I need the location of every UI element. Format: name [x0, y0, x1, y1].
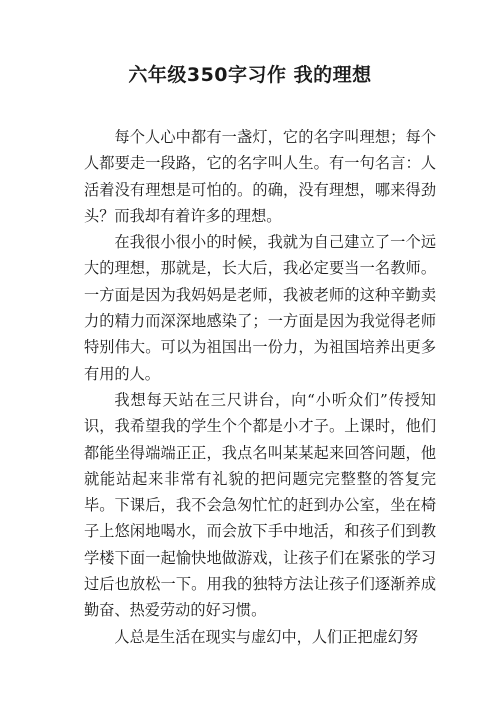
paragraph: 人总是生活在现实与虚幻中，人们正把虚幻努 [114, 627, 419, 646]
paragraph: 每个人心中都有一盏灯，它的名字叫理想；每个人都要走一段路，它的名字叫人生。有一句名言：人活着没有理想是可怕的。的确，没有理想，哪来得劲头？而我却有着许多的理想。 [84, 128, 436, 225]
document-body [84, 124, 436, 650]
paragraph: 在我很小很小的时候，我就为自己建立了一个远大的理想，那就是，长大后，我必定要当一名教师。一方面是因为我妈妈是老师，我被老师的这种辛勤卖力的精力而深深地感染了；一方面是因为我觉得老师特别伟大。可以为祖国出一份力，为祖国培养出更多有用的人。 [84, 233, 436, 383]
document-title: 六年级350字习作 我的理想 [128, 64, 372, 86]
paragraph: 我想每天站在三尺讲台，向“小听众们”传授知识，我希望我的学生个个都是小才子。上课时，他们都能坐得端端正正，我点名叫某某起来回答问题，他就能站起来非常有礼貌的把问题完完整整的答复完毕。下课后，我不会急匆忙忙的赶到办公室，坐在椅子上悠闲地喝水，而会放下手中地活，和孩子们到教学楼下面一起愉快地做游戏，让孩子们在紧张的学习过后也放松一下。用我的独特方法让孩子们逐渐养成勤奋、热爱劳动的好习惯。 [84, 390, 436, 620]
